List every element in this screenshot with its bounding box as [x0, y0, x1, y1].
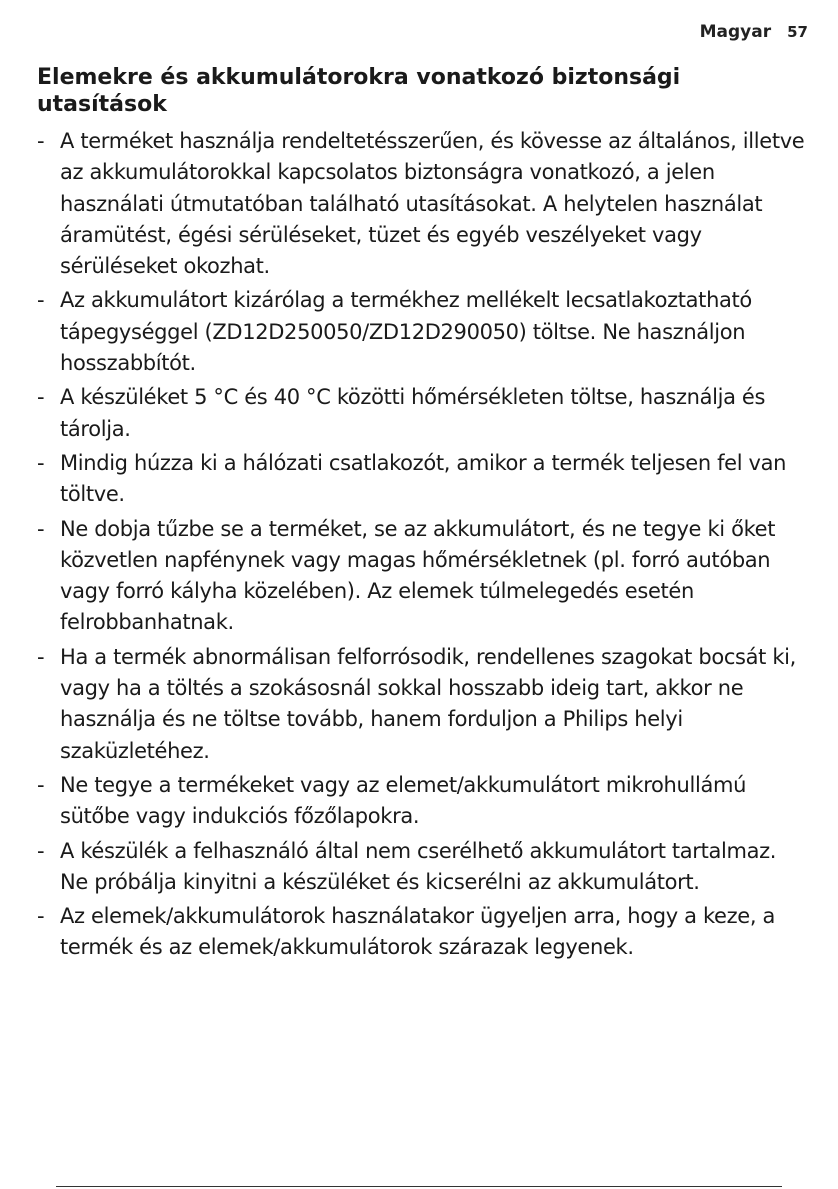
bullet-dash: - [37, 904, 45, 929]
list-item [37, 836, 807, 899]
list-item-text: A terméket használja rendeltetésszerűen, és kövesse az általános, illetve az akkumulátorokkal kapcsolatos biztonságra vonatkozó, a jelen használati útmutatóban található utasításokat. A helytelen használat áramütést, égési sérüléseket, tüzet és egyéb veszélyeket vagy sérüléseket okozhat. [60, 129, 805, 279]
list-item-text: Ha a termék abnormálisan felforrósodik, rendellenes szagokat bocsát ki, vagy ha a töltés a szokásosnál sokkal hosszabb ideig tart, akkor ne használja és ne töltse tovább, hanem forduljon a Philips helyi szaküzletéhez. [60, 644, 796, 763]
language-label: Magyar [699, 22, 772, 42]
section-title: Elemekre és akkumulátorokra vonatkozó biztonsági utasítások [37, 65, 681, 117]
bullet-dash: - [37, 129, 45, 153]
list-item [37, 448, 807, 511]
bullet-dash: - [37, 772, 45, 797]
list-item [37, 126, 807, 282]
list-item-text: Ne dobja tűzbe se a terméket, se az akkumulátort, és ne tegye ki őket közvetlen napfénynek vagy magas hőmérsékletnek (pl. forró autóban vagy forró kályha közelében). Az elemek túlmelegedés esetén felrobbanhatnak. [60, 516, 776, 635]
list-item-text: Ne tegye a termékeket vagy az elemet/akkumulátort mikrohullámú sütőbe vagy indukciós főzőlapokra. [60, 772, 747, 829]
list-item-text: Az akkumulátort kizárólag a termékhez mellékelt lecsatlakoztatható tápegységgel (ZD12D250050/ZD12D290050) töltse. Ne használjon hosszabbítót. [60, 288, 752, 376]
footer-divider [56, 1186, 782, 1187]
page-number: 57 [787, 23, 808, 41]
list-item [37, 770, 807, 833]
list-item-text: Mindig húzza ki a hálózati csatlakozót, amikor a termék teljesen fel van töltve. [60, 450, 787, 507]
page-header [700, 22, 808, 42]
list-item [37, 642, 807, 767]
bullet-dash: - [37, 385, 45, 410]
bullet-dash: - [37, 516, 45, 541]
bullet-dash: - [37, 838, 45, 863]
bullet-dash: - [37, 644, 45, 669]
list-item [37, 901, 807, 964]
bullet-dash: - [37, 450, 45, 475]
list-item [37, 382, 807, 445]
list-item [37, 514, 807, 639]
list-item-text: Az elemek/akkumulátorok használatakor ügyeljen arra, hogy a keze, a termék és az elemek/akkumulátorok szárazak legyenek. [60, 904, 776, 960]
list-item-text: A készülék a felhasználó által nem cserélhető akkumulátort tartalmaz. Ne próbálja kinyitni a készüléket és kicserélni az akkumulátort. [60, 838, 777, 894]
list-item [37, 285, 807, 379]
safety-instructions-list [37, 126, 807, 967]
bullet-dash: - [37, 288, 45, 313]
list-item-text: A készüléket 5 °C és 40 °C közötti hőmérsékleten töltse, használja és tárolja. [60, 385, 766, 441]
